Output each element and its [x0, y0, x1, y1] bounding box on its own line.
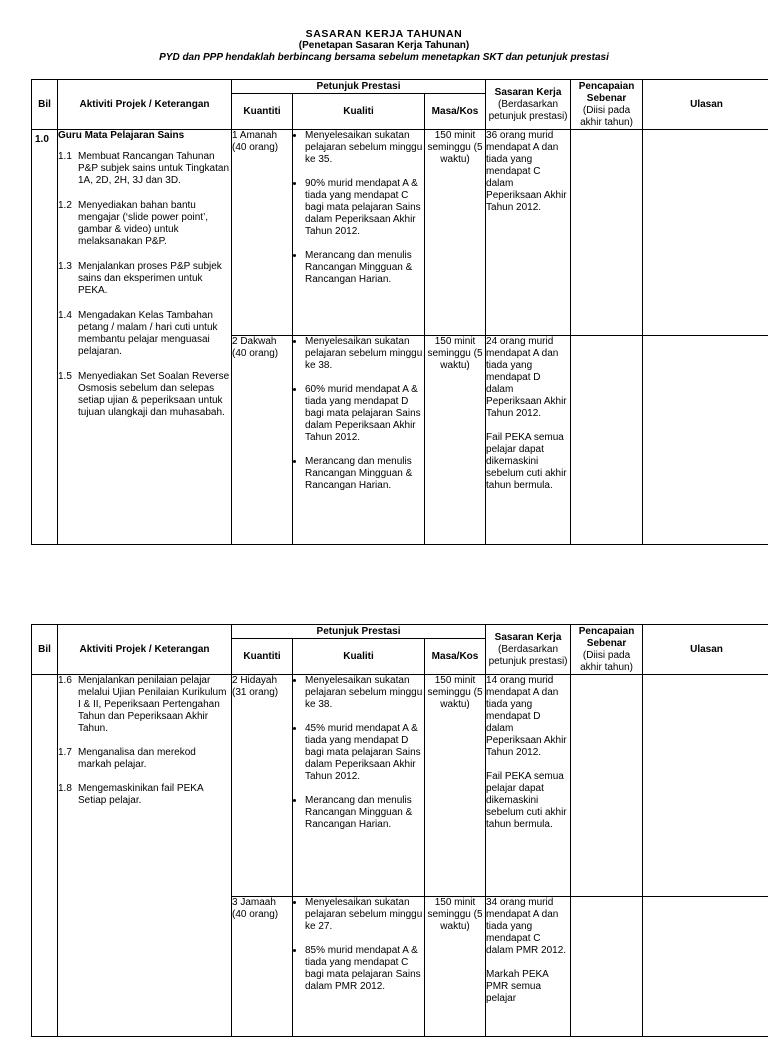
sasaran-cell: [486, 130, 571, 336]
activity-text: Menyediakan Set Soalan Reverse Osmosis sebelum dan selepas setiap ujian & peperiksaan untuk tujuan ulangkaji dan muhasabah.: [78, 371, 230, 418]
kualiti-cell: [293, 675, 425, 897]
document-note: PYD dan PPP hendaklah berbincang bersama sebelum menetapkan SKT dan petunjuk prestasi: [159, 52, 609, 63]
col-bil: Bil: [32, 80, 58, 130]
ulasan-cell: [643, 130, 768, 336]
sasaran-cell: [486, 675, 571, 897]
sasaran-text: 36 orang murid mendapat A dan tiada yang mendapat C dalam Peperiksaan Akhir Tahun 2012.: [486, 130, 567, 213]
activity-item: [58, 675, 231, 735]
pencapaian-cell: [571, 897, 643, 1037]
sasaran-text: 14 orang murid mendapat A dan tiada yang mendapat D dalam Peperiksaan Akhir Tahun 2012.: [486, 675, 567, 758]
ulasan-cell: [643, 336, 768, 545]
kualiti-item: • Menyelesaikan sukatan pelajaran sebelum minggu ke 35.: [305, 130, 424, 166]
kualiti-item: • 90% murid mendapat A & tiada yang mendapat C bagi mata pelajaran Sains dalam Peperiksaan Akhir Tahun 2012.: [305, 178, 424, 238]
sasaran-text: 24 orang murid mendapat A dan tiada yang mendapat D dalam Peperiksaan Akhir Tahun 2012.: [486, 336, 567, 419]
activity-number: 1.2: [58, 200, 72, 211]
col-sasaran-sub: (Berdasarkan petunjuk prestasi): [488, 98, 568, 122]
document-subtitle: (Penetapan Sasaran Kerja Tahunan): [298, 40, 470, 51]
col-kuantiti: Kuantiti: [232, 94, 293, 130]
activity-item: [58, 747, 231, 771]
col-kualiti: Kualiti: [293, 639, 425, 675]
pencapaian-cell: [571, 130, 643, 336]
col-bil: Bil: [32, 625, 58, 675]
col-ulasan: Ulasan: [643, 625, 768, 675]
document-header: [0, 28, 768, 64]
pencapaian-cell: [571, 336, 643, 545]
kualiti-item: • Menyelesaikan sukatan pelajaran sebelum minggu ke 38.: [305, 675, 424, 711]
skt-table-1: [31, 79, 768, 545]
col-masa-kos: Masa/Kos: [425, 94, 486, 130]
document-title: SASARAN KERJA TAHUNAN: [305, 28, 463, 40]
kuantiti-cell: 3 Jamaah (40 orang): [232, 897, 293, 1037]
activity-item: [58, 200, 231, 248]
sasaran-cell: [486, 897, 571, 1037]
bil-number: 1.0: [35, 134, 49, 145]
ulasan-cell: [643, 897, 768, 1037]
kualiti-item: • 45% murid mendapat A & tiada yang mendapat D bagi mata pelajaran Sains dalam Peperiksaan Akhir Tahun 2012.: [305, 723, 424, 783]
activity-number: 1.5: [58, 371, 72, 382]
masa-kos-cell: 150 minit seminggu (5 waktu): [425, 336, 486, 545]
activity-cell: [58, 675, 232, 1037]
bil-cell: [32, 675, 58, 1037]
kualiti-item: • 60% murid mendapat A & tiada yang mendapat D bagi mata pelajaran Sains dalam Peperiksaan Akhir Tahun 2012.: [305, 384, 424, 444]
kualiti-cell: [293, 130, 425, 336]
activity-text: Mengadakan Kelas Tambahan petang / malam / hari cuti untuk membantu pelajar menguasai pelajaran.: [78, 310, 218, 357]
col-pencapaian-sebenar: [571, 80, 643, 130]
activity-item: [58, 783, 231, 807]
kualiti-cell: [293, 336, 425, 545]
col-pencapaian-sub: (Diisi pada akhir tahun): [580, 104, 633, 128]
activity-number: 1.7: [58, 747, 72, 758]
col-aktiviti: Aktiviti Projek / Keterangan: [58, 80, 232, 130]
ulasan-cell: [643, 675, 768, 897]
sasaran-text: Fail PEKA semua pelajar dapat dikemaskini sebelum cuti akhir tahun bermula.: [486, 432, 567, 491]
masa-kos-cell: 150 minit seminggu (5 waktu): [425, 675, 486, 897]
col-pencapaian-label: Pencapaian Sebenar: [578, 625, 635, 649]
col-sasaran-sub: (Berdasarkan petunjuk prestasi): [488, 643, 568, 667]
bil-cell: [32, 130, 58, 545]
kualiti-item: • 85% murid mendapat A & tiada yang mendapat C bagi mata pelajaran Sains dalam PMR 2012.: [305, 945, 424, 993]
activity-text: Menganalisa dan merekod markah pelajar.: [78, 747, 196, 770]
activity-item: [58, 151, 231, 187]
kuantiti-cell: 2 Hidayah (31 orang): [232, 675, 293, 897]
activity-cell: [58, 130, 232, 545]
kualiti-item: • Menyelesaikan sukatan pelajaran sebelum minggu ke 27.: [305, 897, 424, 933]
activity-text: Mengemaskinikan fail PEKA Setiap pelajar.: [78, 783, 204, 806]
kualiti-item: • Merancang dan menulis Rancangan Mingguan & Rancangan Harian.: [305, 795, 424, 831]
col-petunjuk-prestasi: Petunjuk Prestasi: [232, 80, 486, 94]
col-pencapaian-sub: (Diisi pada akhir tahun): [580, 649, 633, 673]
activity-number: 1.1: [58, 151, 72, 162]
col-aktiviti: Aktiviti Projek / Keterangan: [58, 625, 232, 675]
kualiti-cell: [293, 897, 425, 1037]
col-masa-kos: Masa/Kos: [425, 639, 486, 675]
col-sasaran-label: Sasaran Kerja: [494, 631, 562, 643]
activity-item: [58, 310, 231, 358]
kuantiti-cell: 1 Amanah (40 orang): [232, 130, 293, 336]
col-pencapaian-sebenar: [571, 625, 643, 675]
sasaran-text: 34 orang murid mendapat A dan tiada yang mendapat C dalam PMR 2012.: [486, 897, 567, 956]
activity-number: 1.4: [58, 310, 72, 321]
pencapaian-cell: [571, 675, 643, 897]
activity-number: 1.8: [58, 783, 72, 794]
sasaran-text: Fail PEKA semua pelajar dapat dikemaskini sebelum cuti akhir tahun bermula.: [486, 771, 567, 830]
activity-text: Menjalankan penilaian pelajar melalui Ujian Penilaian Kurikulum I & II, Peperiksaan Pertengahan Tahun dan Peperiksaan Akhir Tahun.: [78, 675, 227, 734]
col-sasaran-kerja: [486, 625, 571, 675]
col-petunjuk-prestasi: Petunjuk Prestasi: [232, 625, 486, 639]
activity-item: [58, 371, 231, 419]
sasaran-cell: [486, 336, 571, 545]
masa-kos-cell: 150 minit seminggu (5 waktu): [425, 130, 486, 336]
activity-item: [58, 261, 231, 297]
kualiti-item: • Merancang dan menulis Rancangan Mingguan & Rancangan Harian.: [305, 250, 424, 286]
activity-title: Guru Mata Pelajaran Sains: [58, 130, 185, 141]
col-sasaran-kerja: [486, 80, 571, 130]
activity-number: 1.6: [58, 675, 72, 686]
col-ulasan: Ulasan: [643, 80, 768, 130]
sasaran-text: Markah PEKA PMR semua pelajar: [486, 969, 549, 1004]
kualiti-item: • Merancang dan menulis Rancangan Mingguan & Rancangan Harian.: [305, 456, 424, 492]
kuantiti-cell: 2 Dakwah (40 orang): [232, 336, 293, 545]
masa-kos-cell: 150 minit seminggu (5 waktu): [425, 897, 486, 1037]
activity-number: 1.3: [58, 261, 72, 272]
col-kuantiti: Kuantiti: [232, 639, 293, 675]
activity-text: Menjalankan proses P&P subjek sains dan eksperimen untuk PEKA.: [78, 261, 222, 296]
activity-text: Menyediakan bahan bantu mengajar (‘slide power point’, gambar & video) untuk melaksanakan P&P.: [78, 200, 209, 247]
col-kualiti: Kualiti: [293, 94, 425, 130]
col-pencapaian-label: Pencapaian Sebenar: [578, 80, 635, 104]
activity-text: Membuat Rancangan Tahunan P&P subjek sains untuk Tingkatan 1A, 2D, 2H, 3J dan 3D.: [78, 151, 230, 186]
skt-table-2: [31, 624, 768, 1037]
kualiti-item: • Menyelesaikan sukatan pelajaran sebelum minggu ke 38.: [305, 336, 424, 372]
col-sasaran-label: Sasaran Kerja: [494, 86, 562, 98]
